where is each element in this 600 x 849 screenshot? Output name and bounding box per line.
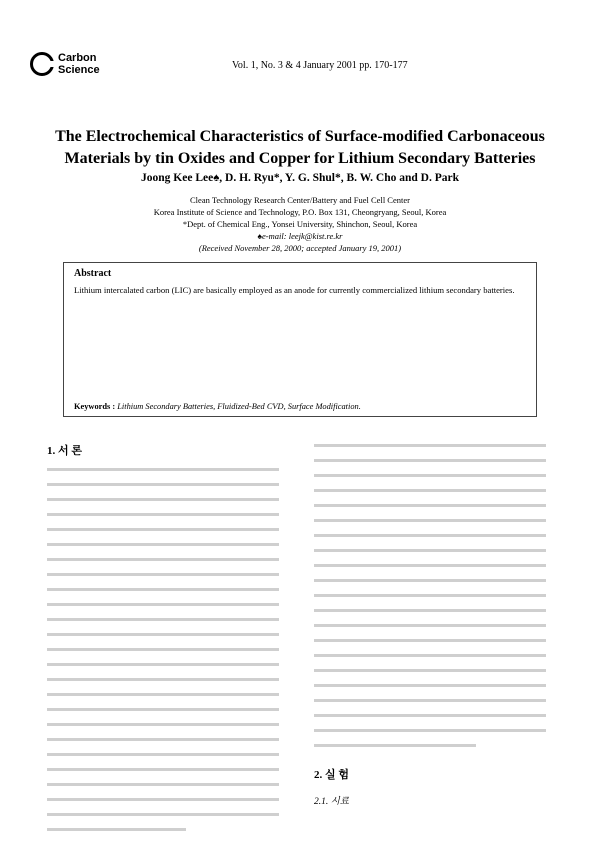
logo-line-2: Science xyxy=(58,64,100,76)
logo-line-1: Carbon xyxy=(58,52,97,64)
subsection-heading-materials: 2.1. 시료 xyxy=(314,797,349,807)
keywords-label: Keywords : xyxy=(74,402,116,411)
affiliation-line-2: Korea Institute of Science and Technology, P.O. Box 131, Cheongryang, Seoul, Korea xyxy=(153,207,447,217)
right-column-body xyxy=(314,444,546,759)
left-column-body xyxy=(47,468,279,843)
journal-logo xyxy=(30,52,100,76)
journal-logo-text xyxy=(58,52,100,76)
affiliation-line-1: Clean Technology Research Center/Battery and Fuel Cell Center xyxy=(190,195,410,205)
corresponding-email: ♠e-mail: leejk@kist.re.kr xyxy=(257,231,343,241)
affiliation-line-3: *Dept. of Chemical Eng., Yonsei University, Shinchon, Seoul, Korea xyxy=(182,219,418,229)
section-heading-experiment: 2. 실 험 xyxy=(314,769,350,781)
keywords-line xyxy=(74,402,526,411)
journal-citation: Vol. 1, No. 3 & 4 January 2001 pp. 170-177 xyxy=(232,60,408,71)
paper-title: The Electrochemical Characteristics of Surface-modified Carbonaceous Materials by tin Oxides and Copper for Lithium Secondary Batteries xyxy=(55,128,545,167)
keywords-text: Lithium Secondary Batteries, Fluidized-Bed CVD, Surface Modification. xyxy=(117,402,361,411)
journal-logo-icon xyxy=(30,52,54,76)
section-heading-intro: 1. 서 론 xyxy=(47,445,83,457)
author-list: Joong Kee Lee♠, D. H. Ryu*, Y. G. Shul*, B. W. Cho and D. Park xyxy=(141,172,459,184)
abstract-text: Lithium intercalated carbon (LIC) are basically employed as an anode for currently commercialized lithium secondary batteries. xyxy=(74,285,515,295)
abstract-heading: Abstract xyxy=(74,268,112,279)
abstract-box xyxy=(63,262,537,417)
received-dates: (Received November 28, 2000; accepted January 19, 2001) xyxy=(198,243,402,253)
affiliations xyxy=(40,194,560,254)
